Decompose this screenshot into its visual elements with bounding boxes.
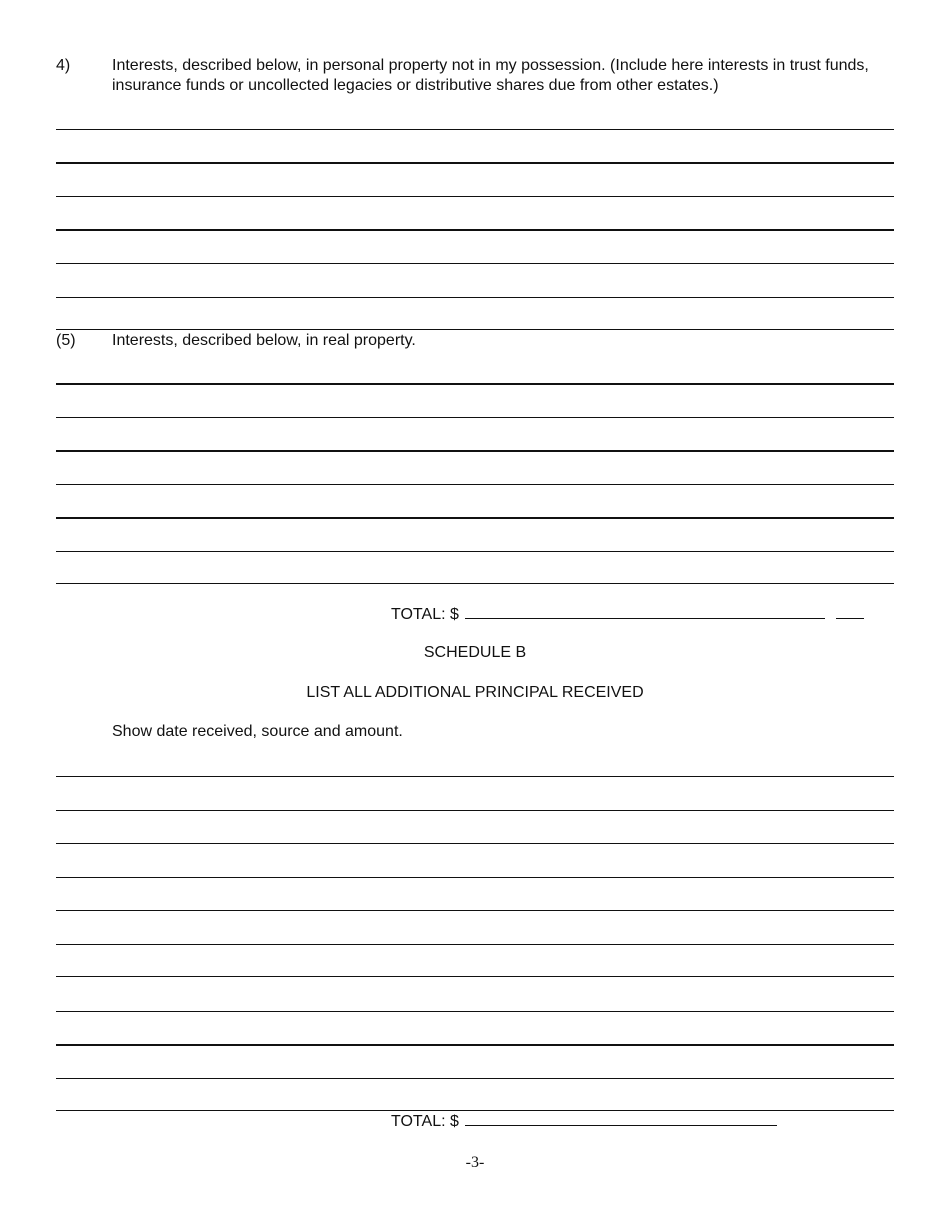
total-2 xyxy=(391,1111,777,1132)
total-label: TOTAL: $ xyxy=(391,606,459,623)
blank-line[interactable] xyxy=(56,1078,894,1079)
total-amount-field[interactable] xyxy=(465,604,825,619)
blank-line[interactable] xyxy=(56,810,894,811)
blank-line[interactable] xyxy=(56,517,894,519)
blank-line[interactable] xyxy=(56,551,894,552)
total-1 xyxy=(391,604,864,625)
blank-line[interactable] xyxy=(56,450,894,452)
blank-line[interactable] xyxy=(56,1011,894,1012)
total-label: TOTAL: $ xyxy=(391,1113,459,1130)
blank-line[interactable] xyxy=(56,776,894,777)
schedule-b-title: SCHEDULE B xyxy=(423,644,527,661)
blank-line[interactable] xyxy=(56,297,894,298)
total-amount-cents-field[interactable] xyxy=(836,604,864,619)
blank-line[interactable] xyxy=(56,944,894,945)
blank-line[interactable] xyxy=(56,417,894,418)
blank-line[interactable] xyxy=(56,129,894,130)
item-4-number: 4) xyxy=(56,57,71,74)
blank-line[interactable] xyxy=(56,162,894,164)
item-5-number: (5) xyxy=(56,332,76,349)
blank-line[interactable] xyxy=(56,229,894,231)
blank-line[interactable] xyxy=(56,1044,894,1046)
blank-line[interactable] xyxy=(56,877,894,878)
item-5-text: Interests, described below, in real property. xyxy=(112,332,416,349)
blank-line[interactable] xyxy=(56,383,894,385)
blank-line[interactable] xyxy=(56,976,894,977)
blank-line[interactable] xyxy=(56,263,894,264)
schedule-b-instruction: Show date received, source and amount. xyxy=(112,723,403,740)
item-4-text: Interests, described below, in personal property not in my possession. (Include here interests in trust funds, insurance funds or uncollected legacies or distributive shares due from other estates.) xyxy=(112,57,869,94)
blank-line[interactable] xyxy=(56,196,894,197)
blank-line[interactable] xyxy=(56,910,894,911)
total-amount-field[interactable] xyxy=(465,1111,777,1126)
blank-line[interactable] xyxy=(56,329,894,330)
blank-line[interactable] xyxy=(56,484,894,485)
blank-line[interactable] xyxy=(56,583,894,584)
page-number: -3- xyxy=(465,1154,485,1171)
blank-line[interactable] xyxy=(56,843,894,844)
schedule-b-subtitle: LIST ALL ADDITIONAL PRINCIPAL RECEIVED xyxy=(306,684,644,701)
